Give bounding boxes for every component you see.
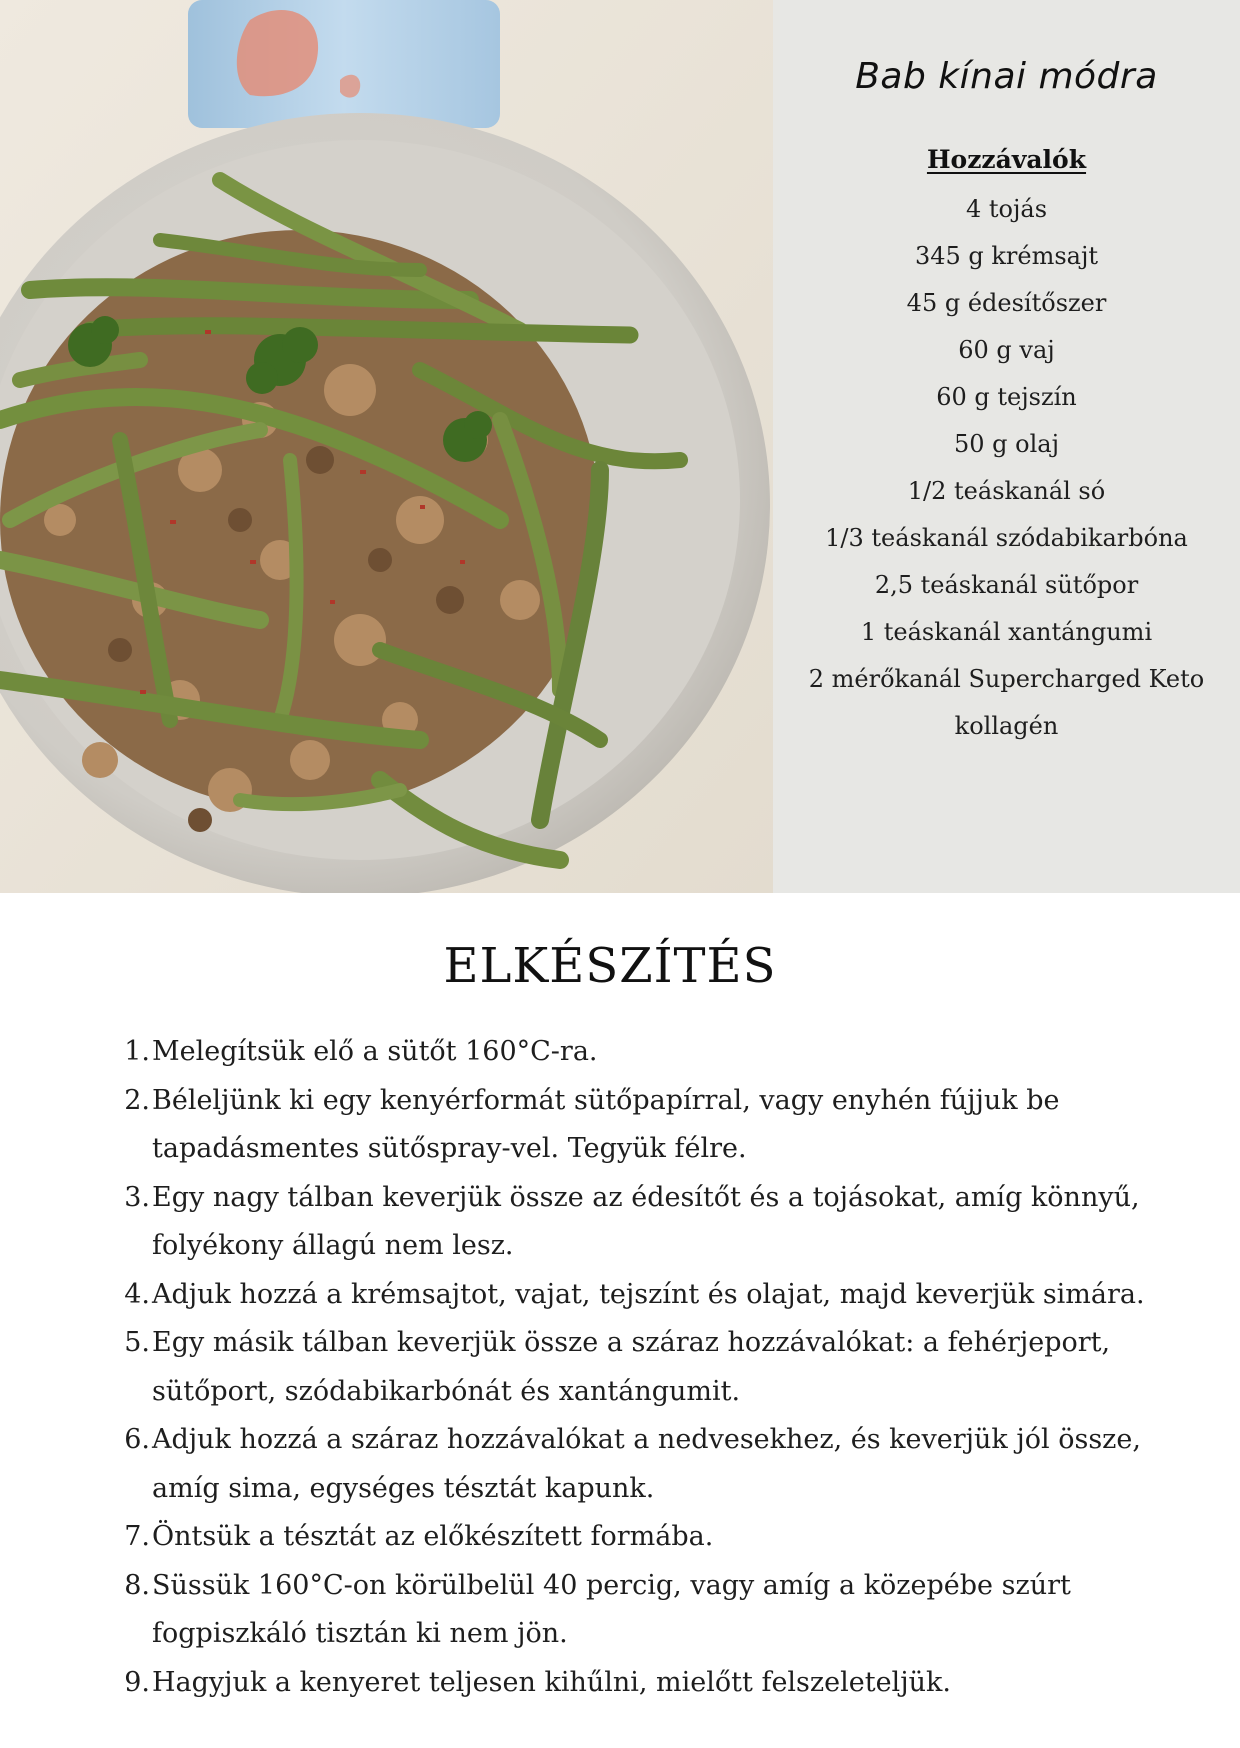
step-number: 5. [124, 1327, 150, 1358]
step-text: Egy másik tálban keverjük össze a száraz hozzávalókat: a fehérjeport, sütőport, szódabikarbónát és xantángumit. [152, 1327, 1111, 1407]
ingredient-item: 50 g olaj [953, 430, 1060, 458]
step-number: 1. [124, 1036, 150, 1067]
recipe-title: Bab kínai módra [855, 56, 1158, 97]
ingredient-item: 45 g édesítőszer [906, 289, 1107, 317]
step-text: Hagyjuk a kenyeret teljesen kihűlni, mielőtt felszeleteljük. [152, 1666, 951, 1698]
ingredient-item: 1/3 teáskanál szódabikarbóna [825, 524, 1188, 552]
ingredient-item: 2,5 teáskanál sütőpor [874, 571, 1139, 599]
ingredient-item: 4 tojás [965, 195, 1048, 223]
step-text: Melegítsük elő a sütőt 160°C-ra. [152, 1036, 598, 1067]
step-number: 2. [124, 1084, 150, 1116]
ingredient-item: 2 mérőkanál Supercharged Keto kollagén [808, 665, 1205, 740]
step-text: Adjuk hozzá a krémsajtot, vajat, tejszínt és olajat, majd keverjük simára. [152, 1278, 1145, 1310]
step-text: Adjuk hozzá a száraz hozzávalókat a nedvesekhez, és keverjük jól össze, amíg sima, egységes tésztát kapunk. [152, 1424, 1141, 1504]
ingredient-item: 60 g vaj [958, 336, 1055, 364]
step-number: 8. [124, 1569, 150, 1601]
step-text: Béleljünk ki egy kenyérformát sütőpapírral, vagy enyhén fújjuk be tapadásmentes sütőspray-vel. Tegyük félre. [152, 1084, 1060, 1164]
step-text: Süssük 160°C-on körülbelül 40 percig, vagy amíg a közepébe szúrt fogpiszkáló tisztán ki nem jön. [152, 1569, 1071, 1649]
dish-photo [0, 0, 773, 893]
step-item [110, 1659, 1150, 1708]
step-item [110, 1513, 1150, 1562]
step-number: 7. [124, 1521, 150, 1552]
step-text: Öntsük a tésztát az előkészített formába. [152, 1521, 714, 1552]
step-item [110, 1562, 1150, 1659]
preparation-heading: ELKÉSZÍTÉS [443, 938, 777, 994]
step-item [110, 1077, 1150, 1174]
ingredients-heading: Hozzávalók [926, 145, 1087, 174]
step-item [110, 1028, 1150, 1077]
ingredients-list [783, 186, 1230, 750]
ingredients-panel [773, 0, 1240, 893]
step-item [110, 1319, 1150, 1416]
step-number: 4. [124, 1278, 150, 1310]
step-item [110, 1174, 1150, 1271]
step-text: Egy nagy tálban keverjük össze az édesítőt és a tojásokat, amíg könnyű, folyékony állagú nem lesz. [152, 1181, 1140, 1261]
step-item [110, 1271, 1150, 1320]
step-item [110, 1416, 1150, 1513]
step-number: 9. [124, 1666, 150, 1698]
ingredient-item: 60 g tejszín [936, 383, 1077, 411]
step-number: 3. [124, 1181, 150, 1213]
ingredient-item: 1/2 teáskanál só [907, 477, 1106, 505]
step-number: 6. [124, 1424, 150, 1455]
ingredient-item: 1 teáskanál xantángumi [860, 618, 1153, 646]
preparation-steps [110, 1028, 1150, 1707]
ingredient-item: 345 g krémsajt [914, 242, 1099, 270]
